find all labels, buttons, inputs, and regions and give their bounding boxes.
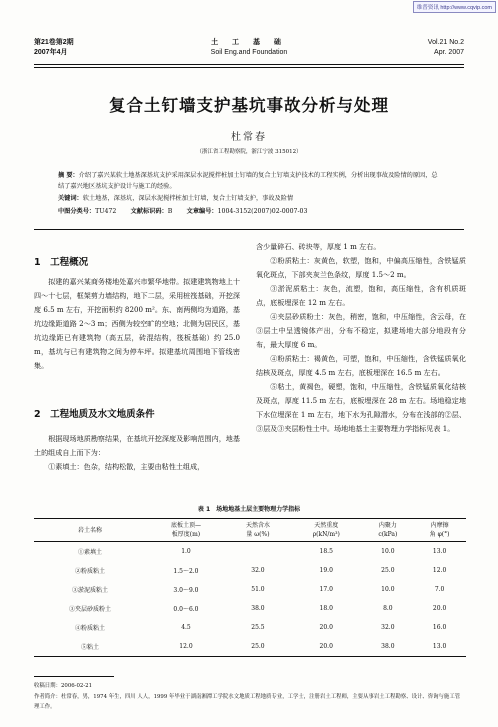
abstract-label: 摘 要： xyxy=(58,172,79,179)
table-cell: 18.5 xyxy=(319,548,333,555)
paragraph-layer-1-cont: 含少量碎石、砖块等，厚度 1 m 左右。 xyxy=(256,242,381,251)
journal-name-cn: 土 工 基 础 xyxy=(211,39,287,46)
table-cell: 1.5～2.0 xyxy=(173,568,199,575)
table-cell: 7.0 xyxy=(434,586,445,593)
header-rule xyxy=(34,64,464,65)
table-row xyxy=(34,599,466,618)
header-friction-angle: 内摩擦 角 φ(°) xyxy=(413,519,466,542)
table-cell: ②粉质粘土 xyxy=(74,568,105,575)
table-cell: 25.0 xyxy=(226,637,290,657)
volume-en: Vol.21 No.2 xyxy=(427,39,464,46)
table-cell: ③淤泥质粘土 xyxy=(71,587,108,594)
table-row xyxy=(34,580,466,599)
section-heading-1: 1 工程概况 xyxy=(34,257,89,268)
table-cell: 10.0 xyxy=(381,548,395,555)
soil-properties-table xyxy=(34,518,466,657)
table-cell: 51.0 xyxy=(251,586,265,593)
table-cell: ⑤粘土 xyxy=(34,637,146,657)
table-cell: 32.0 xyxy=(251,567,265,574)
table-row xyxy=(34,618,466,637)
abstract xyxy=(58,170,440,192)
header-water-content: 天然含水 量 ω(%) xyxy=(226,519,290,542)
left-column-lower xyxy=(34,432,240,474)
abstract-rule xyxy=(34,229,464,230)
clc-value: TU472 xyxy=(95,208,117,215)
paragraph-project-overview: 拟建的嘉兴某商务楼地处嘉兴市繁华地带。拟建建筑物地上十四～十七层，框架剪力墙结构，地下二层，采用桩筏基础，开挖深度 6.5 m 左右，开挖面积约 8200 m²。东、南两侧均为道路，基坑边缘距道路 2～3 m；西侧为较空旷的空地；北侧为居民区，基坑边缘距已有建筑物（高五层，砖混结构，筏板基础）约 25.0 m，基坑与已有建筑物之间为停车坪。拟建基坑周围地下管线密集。 xyxy=(34,277,240,370)
table-cell: 38.0 xyxy=(251,605,265,612)
table-cell xyxy=(226,542,290,562)
table-cell: 10.0 xyxy=(381,586,395,593)
article-no-label: 文章编号： xyxy=(186,208,218,215)
paragraph-layer-1: ①素填土：色杂，结构松散，主要由粘性土组成， xyxy=(48,462,205,471)
table-cell: ①素填土 xyxy=(77,549,102,556)
header-soil-name: 岩土名称 xyxy=(34,519,146,542)
table-cell: 1.0 xyxy=(181,548,191,555)
header-right xyxy=(428,38,464,58)
paragraph-layer-2: ②粉质粘土：灰黄色，软塑，饱和，中偏高压缩性，含铁锰质氧化斑点，下部夹灰兰色条纹，厚度 1.5～2 m。 xyxy=(256,256,466,279)
table-cell: 25.5 xyxy=(251,624,265,631)
doc-code-label: 文献标识码： xyxy=(130,208,168,215)
table-cell: 12.0 xyxy=(432,567,447,574)
table-cell: 8.0 xyxy=(383,605,393,612)
date-cn: 2007年4月 xyxy=(34,49,68,56)
table-row xyxy=(34,561,466,580)
table-cell: 13.0 xyxy=(413,637,466,657)
table-cell: 18.0 xyxy=(319,605,333,612)
paragraph-layer-4: ④粉质粘土：褐黄色，可塑，饱和，中压缩性，含铁锰质氧化结核及斑点，厚度 4.5 m 左右，底板埋深在 16.5 m 左右。 xyxy=(256,354,466,377)
header-cohesion: 内聚力 c(kPa) xyxy=(362,519,413,542)
paper-title: 复合土钉墙支护基坑事故分析与处理 xyxy=(109,96,389,115)
table-cell: ④粉质粘土 xyxy=(74,625,105,632)
footnote-author-bio: 作者简介：杜常春，男，1974 年生，四川 人人，1999 年毕业于湖南湘潭工学院水文地质工程地质专业，工学士，注册岩土工程师，主要从事岩土工程勘察、设计、咨询与施工管理工作。 xyxy=(34,694,461,710)
table-cell: 25.0 xyxy=(381,567,395,574)
table-cell: 19.0 xyxy=(319,567,333,574)
keywords-text: 软土地基，深基坑，深层水泥搅拌桩加土钉墙，复合土钉墙支护，事故及险情 xyxy=(82,195,294,202)
watermark-stamp: 维普资讯 http://www.cqvip.com xyxy=(413,1,496,13)
table-cell: 0.0～6.0 xyxy=(173,606,199,613)
journal-header xyxy=(34,38,464,64)
header-rule-thin xyxy=(34,67,464,68)
classification-line xyxy=(58,206,440,217)
table-row xyxy=(34,542,466,562)
header-center xyxy=(34,38,464,58)
table-cell: 12.0 xyxy=(146,637,226,657)
author-affiliation: （浙江省工程勘察院，浙江宁波 315012） xyxy=(196,149,302,155)
paragraph-layer-5: ⑤粘土，黄褐色，硬塑，饱和，中压缩性，含铁锰质氧化结核及斑点，厚度 11.5 m 左右，底板埋深在 28 m 左右。场地稳定地下水位埋深在 1 m 左右，地下水为孔隙潜水，分布在浅部的②层、③层及③夹层粉性土中。场地地基土主要物理力学指标见表 1。 xyxy=(256,382,466,433)
table-cell: 20.0 xyxy=(319,624,333,631)
table-cell: 4.5 xyxy=(181,624,191,631)
journal-name-en: Soil Eng.and Foundation xyxy=(210,49,288,56)
paragraph-layer-3: ③淤泥质粘土：灰色，流塑，饱和，高压缩性，含有机质斑点，底板埋深在 12 m 左右。 xyxy=(256,284,466,307)
table-cell: 20.0 xyxy=(432,605,447,612)
clc-label: 中图分类号： xyxy=(58,208,96,215)
date-en: Apr. 2007 xyxy=(434,49,464,56)
table-cell: ③夹层砂质粉土 xyxy=(68,606,111,613)
volume-cn: 第21卷第2期 xyxy=(34,39,74,46)
table-header-row xyxy=(34,519,466,542)
header-thickness: 底板土顶— 板厚度(m) xyxy=(146,519,226,542)
keywords xyxy=(58,193,440,204)
section-heading-2: 2 工程地质及水文地质条件 xyxy=(34,409,155,420)
author-name: 杜常春 xyxy=(231,132,267,143)
table-cell: 20.0 xyxy=(290,637,363,657)
table-caption: 表 1 场地地基土层主要物理力学指标 xyxy=(197,506,301,513)
table-row xyxy=(34,637,466,657)
table-cell: 3.0～9.0 xyxy=(173,587,199,594)
table-cell: 17.0 xyxy=(319,586,333,593)
paragraph-geology-intro: 根据现场地质勘察结果，在基坑开挖深度及影响范围内，地基土的组成自上而下为： xyxy=(34,434,240,457)
paragraph-layer-3-interlayer: ④夹层砂质粉土：灰色，稍密，饱和，中压缩性，含云母，在③层土中呈透镜体产出，分布不稳定，拟建场地大部分地段有分布，最大厚度 6 m。 xyxy=(256,312,466,349)
header-unit-weight: 天然重度 ρ(kN/m³) xyxy=(290,519,363,542)
abstract-text: 介绍了嘉兴某软土地基深基坑支护采用深层水泥搅拌桩加土钉墙的复合土钉墙支护技术的工程实例，分析出现事故及险情的原因，总结了嘉兴地区基坑支护设计与施工的经验。 xyxy=(58,172,438,190)
right-column xyxy=(256,240,466,436)
footnote-rule xyxy=(34,676,114,677)
left-column-upper xyxy=(34,275,240,373)
table-cell: 32.0 xyxy=(381,624,395,631)
doc-code-value: B xyxy=(167,208,173,215)
footnote-received: 收稿日期：2006-02-21 xyxy=(34,683,93,689)
keywords-label: 关键词： xyxy=(58,195,83,202)
table-cell: 38.0 xyxy=(362,637,413,657)
table-cell: 16.0 xyxy=(432,624,447,631)
article-no-value: 1004-3152(2007)02-0007-03 xyxy=(217,208,308,215)
table-cell: 13.0 xyxy=(432,548,447,555)
